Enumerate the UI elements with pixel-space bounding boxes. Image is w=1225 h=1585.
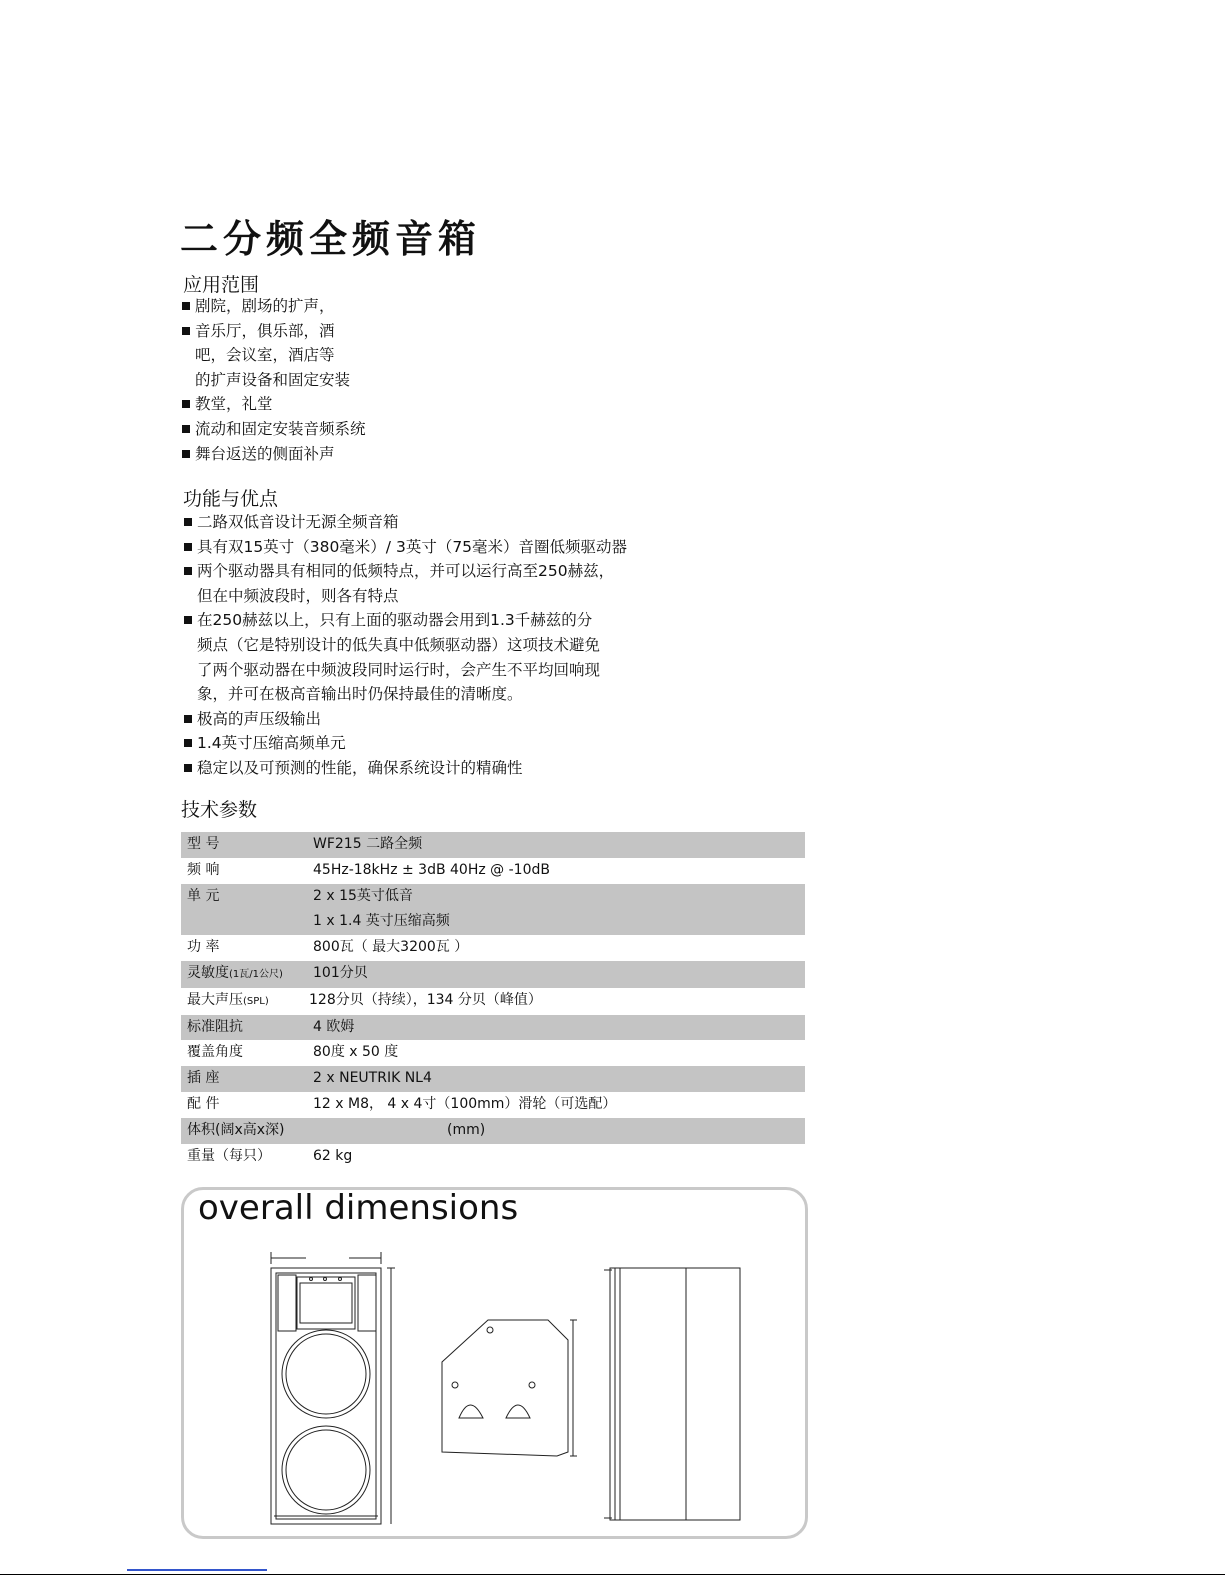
spec-value-text: (mm)	[447, 1121, 486, 1138]
features-item: 二路双低音设计无源全频音箱	[197, 512, 627, 537]
application-item: 舞台返送的侧面补声	[195, 444, 366, 469]
features-item: 但在中频波段时，则各有特点	[197, 586, 399, 605]
spec-label-text: 功 率	[187, 939, 220, 956]
features-item: 在250赫兹以上，只有上面的驱动器会用到1.3千赫兹的分	[197, 610, 627, 635]
rear-view-drawing	[604, 1268, 740, 1520]
features-item: 1.4英寸压缩高频单元	[197, 733, 627, 758]
spec-value-text: 12 x M8， 4 x 4寸（100mm）滑轮（可选配）	[313, 1095, 617, 1112]
spec-value-text: 800瓦（ 最大3200瓦 ）	[313, 939, 469, 956]
footer-link-underline	[127, 1569, 267, 1571]
specs-heading: 技术参数	[181, 799, 258, 821]
spec-label-text: 配 件	[187, 1095, 220, 1112]
features-item: 具有双15英寸（380毫米）/ 3英寸（75毫米）音圈低频驱动器	[197, 537, 627, 562]
dimensions-title: overall dimensions	[198, 1188, 519, 1228]
features-item: 象，并可在极高音输出时仍保持最佳的清晰度。	[197, 685, 523, 704]
spec-label-text: 插 座	[187, 1070, 220, 1087]
spec-value-text-2: 1 x 1.4 英寸压缩高频	[313, 913, 450, 930]
application-item: 音乐厅，俱乐部，酒	[195, 321, 366, 346]
spec-label-text: 频 响	[187, 861, 220, 878]
spec-value-text: 45Hz-18kHz ± 3dB 40Hz @ -10dB	[313, 861, 550, 878]
application-item: 流动和固定安装音频系统	[195, 419, 366, 444]
spec-value-text: 80度 x 50 度	[313, 1044, 399, 1061]
side-view-drawing	[442, 1320, 577, 1456]
application-item: 吧，会议室，酒店等	[195, 346, 335, 365]
features-item: 了两个驱动器在中频波段同时运行时，会产生不平均回响现	[197, 660, 601, 679]
features-item: 频点（它是特别设计的低失真中低频驱动器）这项技术避免	[197, 635, 601, 654]
spec-label-text: 标准阻抗	[187, 1018, 243, 1035]
footer-divider	[0, 1574, 1225, 1575]
spec-label-text: 灵敏度	[187, 964, 229, 981]
spec-label-text: 最大声压	[187, 991, 243, 1008]
features-item: 两个驱动器具有相同的低频特点，并可以运行高至250赫兹，	[197, 561, 627, 586]
spec-label-text: 型 号	[187, 836, 220, 852]
application-heading: 应用范围	[183, 274, 260, 296]
application-item: 的扩声设备和固定安装	[195, 370, 351, 389]
spec-label-text: 覆盖角度	[187, 1044, 243, 1061]
spec-value-text: 128分贝（持续），134 分贝（峰值）	[309, 991, 542, 1008]
spec-value-text: 2 x 15英寸低音	[313, 887, 413, 904]
front-view-drawing	[271, 1252, 395, 1524]
spec-label-text: 体积(阔x高x深)	[187, 1121, 285, 1138]
spec-label-text: 重量（每只）	[187, 1147, 271, 1164]
features-item: 极高的声压级输出	[197, 709, 627, 734]
spec-value-text: 62 kg	[313, 1147, 353, 1164]
page-title: 二分频全频音箱	[180, 217, 482, 261]
spec-value-text: 2 x NEUTRIK NL4	[313, 1070, 432, 1087]
features-item: 稳定以及可预测的性能，确保系统设计的精确性	[197, 758, 627, 783]
spec-label-unit: (SPL)	[243, 995, 269, 1007]
application-item: 教堂，礼堂	[195, 394, 366, 419]
application-item: 剧院，剧场的扩声，	[195, 296, 366, 321]
spec-label-text: 单 元	[187, 887, 220, 904]
spec-value-text: 4 欧姆	[313, 1018, 355, 1035]
spec-value-text: 101分贝	[313, 964, 368, 981]
spec-label-unit: (1瓦/1公尺)	[229, 968, 283, 980]
spec-value-text: WF215 二路全频	[313, 836, 423, 852]
features-heading: 功能与优点	[183, 488, 279, 510]
